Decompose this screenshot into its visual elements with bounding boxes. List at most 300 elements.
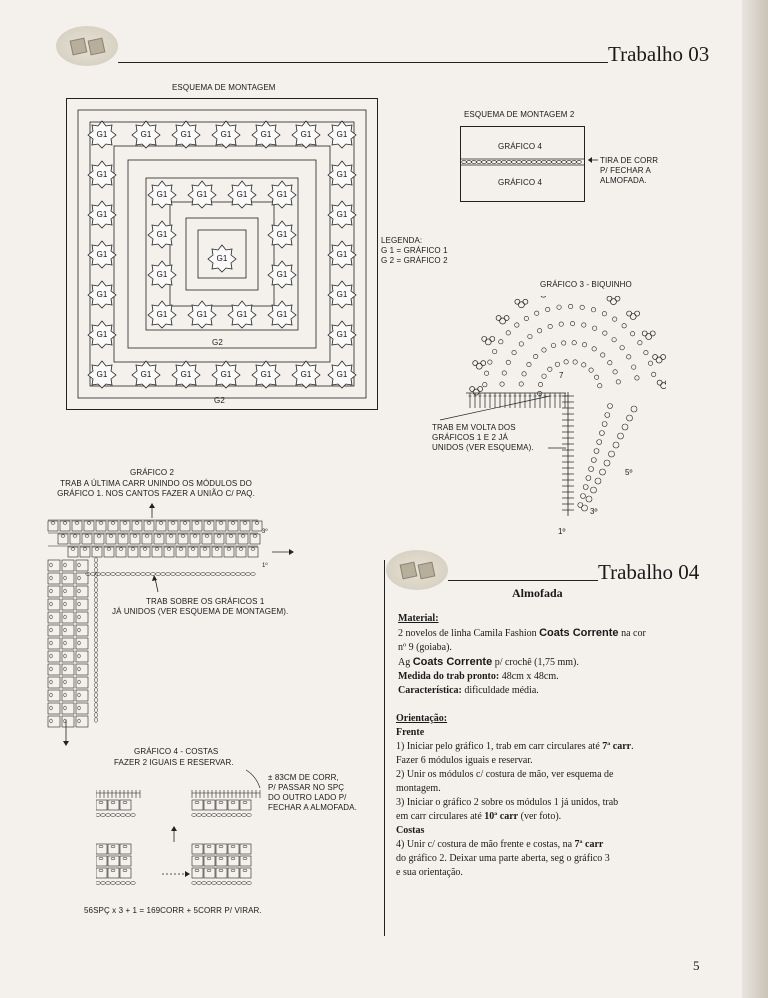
- chain-loop-icon: [542, 348, 546, 352]
- mesh-box-icon: [166, 534, 176, 544]
- chain-loop-icon: [484, 371, 488, 375]
- mesh-box-icon: [60, 521, 70, 531]
- orientacao-heading: Orientação:: [396, 713, 448, 724]
- chain-stitch-icon: [95, 648, 98, 652]
- mesh-box-icon: [228, 868, 239, 878]
- chain-loop-icon: [612, 338, 616, 342]
- g1-label: G1: [336, 210, 348, 219]
- chain-loop-icon: [522, 372, 526, 376]
- mesh-box-icon: [216, 868, 227, 878]
- chain-stitch-icon: [205, 535, 209, 538]
- chain-stitch-icon: [217, 814, 221, 817]
- chain-stitch-icon: [255, 522, 259, 525]
- material-text: p/ crochê (1,75 mm).: [492, 657, 579, 668]
- chain-stitch-icon: [95, 563, 98, 567]
- chain-stitch-icon: [101, 814, 105, 817]
- chain-stitch-icon: [119, 548, 123, 551]
- mesh-box-icon: [120, 856, 131, 866]
- chain-stitch-icon: [131, 814, 135, 817]
- picot-icon: [481, 361, 486, 366]
- chain-stitch-icon: [181, 573, 185, 576]
- chain-stitch-icon: [241, 535, 245, 538]
- chain-stitch-icon: [95, 583, 98, 587]
- chain-loop-icon: [613, 370, 617, 374]
- chain-loop-icon: [506, 360, 510, 364]
- chain-stitch-icon: [64, 680, 67, 684]
- mesh-box-icon: [240, 868, 251, 878]
- chain-stitch-icon: [203, 548, 207, 551]
- chain-stitch-icon: [73, 535, 77, 538]
- chain-stitch-icon: [207, 522, 211, 525]
- chain-loop-icon: [548, 367, 552, 371]
- esquema2-bottom-label: GRÁFICO 4: [498, 178, 543, 187]
- chain-stitch-icon: [78, 654, 81, 658]
- mesh-box-icon: [180, 521, 190, 531]
- mesh-box-icon: [108, 868, 119, 878]
- chain-stitch-icon: [111, 522, 115, 525]
- chain-stitch-icon: [151, 573, 155, 576]
- chain-stitch-icon: [123, 869, 127, 872]
- chain-stitch-icon: [78, 641, 81, 645]
- esquema1-title: ESQUEMA DE MONTAGEM: [172, 83, 276, 92]
- mesh-box-icon: [200, 547, 210, 557]
- picot-icon: [604, 460, 610, 466]
- g1-label: G1: [96, 170, 108, 179]
- mesh-box-icon: [228, 844, 239, 854]
- page-number: 5: [693, 958, 700, 973]
- chain-stitch-icon: [78, 693, 81, 697]
- mesh-box-icon: [190, 534, 200, 544]
- chain-stitch-icon: [50, 693, 53, 697]
- chain-loop-icon: [548, 324, 552, 328]
- chain-loop-icon: [638, 341, 642, 345]
- step-2b: montagem.: [396, 783, 441, 794]
- chain-loop-icon: [608, 361, 612, 365]
- chain-stitch-icon: [50, 719, 53, 723]
- chain-loop-icon: [551, 343, 555, 347]
- chain-stitch-icon: [207, 801, 211, 804]
- mesh-box-icon: [92, 547, 102, 557]
- orientacao-section: [396, 712, 708, 880]
- mesh-box-icon: [192, 856, 203, 866]
- picot-icon: [653, 354, 658, 359]
- g1-label: G1: [180, 130, 192, 139]
- picot-icon: [610, 299, 616, 305]
- chain-stitch-icon: [202, 814, 206, 817]
- chain-stitch-icon: [231, 869, 235, 872]
- chain-stitch-icon: [111, 573, 115, 576]
- picot-icon: [476, 363, 482, 369]
- chain-stitch-icon: [242, 882, 246, 885]
- picot-icon: [470, 387, 475, 392]
- chain-stitch-icon: [101, 573, 105, 576]
- picot-icon: [600, 469, 606, 475]
- grafico2-diagram: [40, 502, 320, 752]
- chain-stitch-icon: [253, 535, 257, 538]
- chain-loop-icon: [597, 440, 602, 445]
- chain-loop-icon: [592, 347, 596, 351]
- step-4b: do gráfico 2. Deixar uma parte aberta, seg o gráfico 3: [396, 853, 610, 864]
- chain-stitch-icon: [191, 548, 195, 551]
- picot-icon: [607, 296, 612, 301]
- chain-stitch-icon: [572, 160, 577, 163]
- picot-icon: [540, 296, 546, 297]
- chain-stitch-icon: [217, 535, 221, 538]
- mesh-box-icon: [226, 534, 236, 544]
- mesh-box-icon: [248, 547, 258, 557]
- mesh-box-icon: [82, 534, 92, 544]
- mesh-box-icon: [178, 534, 188, 544]
- mesh-box-icon: [192, 844, 203, 854]
- chain-stitch-icon: [95, 633, 98, 637]
- mesh-box-icon: [104, 547, 114, 557]
- chain-stitch-icon: [126, 573, 130, 576]
- chain-loop-icon: [524, 316, 528, 320]
- chain-stitch-icon: [95, 668, 98, 672]
- chain-stitch-icon: [247, 814, 251, 817]
- chain-loop-icon: [528, 334, 532, 338]
- mesh-box-icon: [204, 844, 215, 854]
- chain-loop-icon: [581, 494, 586, 499]
- chain-loop-icon: [573, 360, 577, 364]
- g1-label: G1: [276, 230, 288, 239]
- chain-stitch-icon: [95, 658, 98, 662]
- chain-stitch-icon: [106, 882, 110, 885]
- chain-stitch-icon: [562, 160, 567, 163]
- chain-stitch-icon: [159, 522, 163, 525]
- chain-stitch-icon: [243, 869, 247, 872]
- chain-stitch-icon: [237, 814, 241, 817]
- chain-stitch-icon: [95, 603, 98, 607]
- chain-stitch-icon: [226, 573, 230, 576]
- g1-label: G1: [236, 190, 248, 199]
- esquema2-top-label: GRÁFICO 4: [498, 142, 543, 151]
- chain-loop-icon: [572, 341, 576, 345]
- chain-stitch-icon: [50, 615, 53, 619]
- mesh-box-icon: [202, 534, 212, 544]
- chain-loop-icon: [605, 413, 610, 418]
- grafico4-note: [268, 773, 357, 813]
- chain-stitch-icon: [95, 708, 98, 712]
- grafico3-note-line: UNIDOS (VER ESQUEMA).: [432, 443, 534, 452]
- g1-label: G1: [196, 190, 208, 199]
- chain-loop-icon: [591, 308, 595, 312]
- chain-loop-icon: [608, 404, 613, 409]
- chain-stitch-icon: [512, 160, 517, 163]
- medida-line: [398, 670, 708, 684]
- mesh-box-icon: [96, 856, 107, 866]
- chain-stitch-icon: [64, 589, 67, 593]
- chain-stitch-icon: [232, 814, 236, 817]
- mesh-box-icon: [250, 534, 260, 544]
- g1-label: G1: [300, 130, 312, 139]
- chain-stitch-icon: [95, 663, 98, 667]
- chain-loop-icon: [492, 349, 496, 353]
- chain-stitch-icon: [64, 667, 67, 671]
- mesh-box-icon: [72, 521, 82, 531]
- picot-icon: [631, 406, 637, 412]
- chain-stitch-icon: [192, 814, 196, 817]
- chain-loop-icon: [488, 360, 492, 364]
- g1-label: G1: [180, 370, 192, 379]
- grafico3-pointer: [430, 392, 570, 452]
- material-text: Ag: [398, 657, 413, 668]
- chain-loop-icon: [630, 332, 634, 336]
- picot-icon: [613, 442, 619, 448]
- column-divider: [384, 560, 385, 936]
- chain-loop-icon: [535, 311, 539, 315]
- chain-loop-icon: [515, 323, 519, 327]
- material-line-3: [398, 655, 708, 670]
- header-rule: [448, 580, 598, 581]
- mesh-box-icon: [116, 547, 126, 557]
- mesh-box-icon: [192, 868, 203, 878]
- picot-icon: [595, 478, 601, 484]
- chain-stitch-icon: [207, 857, 211, 860]
- mesh-box-icon: [216, 856, 227, 866]
- mesh-box-icon: [240, 521, 250, 531]
- g1-label: G1: [276, 310, 288, 319]
- g1-label: G1: [96, 250, 108, 259]
- mesh-box-icon: [108, 844, 119, 854]
- frente-heading: Frente: [396, 727, 425, 738]
- chain-stitch-icon: [78, 589, 81, 593]
- mesh-box-icon: [68, 547, 78, 557]
- picot-icon: [473, 361, 478, 366]
- chain-stitch-icon: [121, 535, 125, 538]
- chain-stitch-icon: [121, 882, 125, 885]
- g1-label: G1: [336, 250, 348, 259]
- picot-icon: [622, 424, 628, 430]
- chain-loop-icon: [580, 305, 584, 309]
- chain-stitch-icon: [75, 522, 79, 525]
- chain-stitch-icon: [195, 857, 199, 860]
- picot-icon: [515, 299, 520, 304]
- picot-icon: [615, 296, 620, 301]
- chain-stitch-icon: [222, 814, 226, 817]
- chain-stitch-icon: [50, 667, 53, 671]
- chain-stitch-icon: [211, 573, 215, 576]
- esquema2-note-line: ALMOFADA.: [600, 176, 647, 185]
- chain-stitch-icon: [201, 573, 205, 576]
- chain-loop-icon: [589, 467, 594, 472]
- chain-stitch-icon: [50, 641, 53, 645]
- chain-stitch-icon: [111, 801, 115, 804]
- chain-stitch-icon: [143, 548, 147, 551]
- chain-stitch-icon: [195, 869, 199, 872]
- grafico4-note-line: FECHAR A ALMOFADA.: [268, 803, 357, 812]
- chain-stitch-icon: [246, 573, 250, 576]
- chain-stitch-icon: [64, 615, 67, 619]
- mesh-box-icon: [84, 521, 94, 531]
- mesh-box-icon: [176, 547, 186, 557]
- g1-label: G1: [96, 130, 108, 139]
- chain-stitch-icon: [109, 535, 113, 538]
- chain-stitch-icon: [99, 857, 103, 860]
- mesh-box-icon: [240, 856, 251, 866]
- picot-icon: [496, 316, 501, 321]
- chain-stitch-icon: [171, 522, 175, 525]
- chain-stitch-icon: [111, 814, 115, 817]
- mesh-box-icon: [120, 800, 131, 810]
- chain-stitch-icon: [502, 160, 507, 163]
- g1-label: G1: [300, 370, 312, 379]
- chain-loop-icon: [542, 374, 546, 378]
- g1-label: G1: [336, 130, 348, 139]
- chain-stitch-icon: [242, 814, 246, 817]
- chain-stitch-icon: [192, 882, 196, 885]
- chain-stitch-icon: [95, 688, 98, 692]
- mesh-box-icon: [48, 521, 58, 531]
- chain-stitch-icon: [206, 573, 210, 576]
- chain-loop-icon: [620, 346, 624, 350]
- chain-stitch-icon: [111, 857, 115, 860]
- chain-loop-icon: [583, 485, 588, 490]
- chain-stitch-icon: [95, 713, 98, 717]
- chain-stitch-icon: [106, 573, 110, 576]
- grafico3-note-line: TRAB EM VOLTA DOS: [432, 423, 516, 432]
- mesh-box-icon: [70, 534, 80, 544]
- chain-stitch-icon: [195, 801, 199, 804]
- picot-icon: [627, 415, 633, 421]
- chain-stitch-icon: [477, 160, 482, 163]
- chain-stitch-icon: [215, 548, 219, 551]
- g1-label: G1: [96, 210, 108, 219]
- chain-stitch-icon: [537, 160, 542, 163]
- mesh-box-icon: [120, 844, 131, 854]
- esquema1-diagram: [66, 98, 378, 410]
- chain-stitch-icon: [78, 602, 81, 606]
- medida-label: Medida do trab pronto:: [398, 671, 500, 682]
- chain-stitch-icon: [243, 801, 247, 804]
- g1-label: G1: [260, 370, 272, 379]
- grafico2-note-line: GRÁFICO 1. NOS CANTOS FAZER A UNIÃO C/ PAQ.: [57, 489, 255, 498]
- mesh-box-icon: [152, 547, 162, 557]
- chain-stitch-icon: [227, 548, 231, 551]
- chain-stitch-icon: [195, 522, 199, 525]
- chain-stitch-icon: [171, 573, 175, 576]
- mesh-box-icon: [120, 521, 130, 531]
- esquema2-note-line: P/ FECHAR A: [600, 166, 651, 175]
- chain-loop-icon: [648, 361, 652, 365]
- chain-stitch-icon: [99, 845, 103, 848]
- chain-loop-icon: [594, 449, 599, 454]
- chain-stitch-icon: [467, 160, 472, 163]
- chain-stitch-icon: [542, 160, 547, 163]
- g1-label: G1: [276, 270, 288, 279]
- chain-loop-icon: [499, 340, 503, 344]
- chain-stitch-icon: [219, 522, 223, 525]
- chain-stitch-icon: [64, 628, 67, 632]
- chain-loop-icon: [616, 380, 620, 384]
- chain-stitch-icon: [64, 693, 67, 697]
- mesh-box-icon: [164, 547, 174, 557]
- mesh-box-icon: [204, 521, 214, 531]
- chain-loop-icon: [568, 304, 572, 308]
- chain-stitch-icon: [101, 882, 105, 885]
- chain-loop-icon: [555, 362, 559, 366]
- chain-loop-icon: [602, 312, 606, 316]
- grafico3-row3: 3º: [590, 507, 598, 516]
- mesh-box-icon: [96, 868, 107, 878]
- chain-loop-icon: [582, 343, 586, 347]
- chain-stitch-icon: [197, 882, 201, 885]
- chain-stitch-icon: [95, 673, 98, 677]
- chain-stitch-icon: [50, 563, 53, 567]
- chain-stitch-icon: [231, 522, 235, 525]
- mesh-box-icon: [96, 800, 107, 810]
- chain-loop-icon: [538, 382, 542, 386]
- chain-stitch-icon: [221, 573, 225, 576]
- mesh-box-icon: [108, 800, 119, 810]
- chain-stitch-icon: [50, 706, 53, 710]
- mesh-box-icon: [130, 534, 140, 544]
- chain-stitch-icon: [227, 814, 231, 817]
- chain-stitch-icon: [116, 814, 120, 817]
- picot-icon: [650, 331, 655, 336]
- chain-stitch-icon: [85, 535, 89, 538]
- chain-stitch-icon: [219, 857, 223, 860]
- chain-stitch-icon: [141, 573, 145, 576]
- g1-label: G1: [276, 190, 288, 199]
- picot-icon: [591, 487, 597, 493]
- chain-stitch-icon: [78, 628, 81, 632]
- chain-stitch-icon: [64, 576, 67, 580]
- picot-icon: [485, 339, 491, 345]
- chain-loop-icon: [631, 365, 635, 369]
- picot-icon: [642, 331, 647, 336]
- chain-stitch-icon: [123, 801, 127, 804]
- g1-label: G1: [140, 130, 152, 139]
- chain-stitch-icon: [577, 160, 582, 163]
- chain-stitch-icon: [243, 857, 247, 860]
- chain-stitch-icon: [146, 573, 150, 576]
- chain-stitch-icon: [95, 613, 98, 617]
- picot-icon: [523, 299, 528, 304]
- mesh-box-icon: [128, 547, 138, 557]
- chain-stitch-icon: [522, 160, 527, 163]
- chain-stitch-icon: [472, 160, 477, 163]
- chain-stitch-icon: [78, 719, 81, 723]
- mesh-box-icon: [204, 800, 215, 810]
- mesh-box-icon: [94, 534, 104, 544]
- chain-stitch-icon: [95, 683, 98, 687]
- grafico4-title: GRÁFICO 4 - COSTAS: [134, 747, 219, 756]
- grafico4-note-line: P/ PASSAR NO SPÇ: [268, 783, 345, 792]
- chain-stitch-icon: [64, 563, 67, 567]
- chain-loop-icon: [589, 368, 593, 372]
- chain-stitch-icon: [95, 623, 98, 627]
- chain-stitch-icon: [78, 680, 81, 684]
- mesh-box-icon: [96, 521, 106, 531]
- chain-stitch-icon: [197, 814, 201, 817]
- chain-stitch-icon: [251, 573, 255, 576]
- picot-icon: [490, 336, 495, 341]
- picot-icon: [586, 496, 592, 502]
- material-text: 2 novelos de linha Camila Fashion: [398, 628, 540, 639]
- g1-label: G1: [156, 310, 168, 319]
- chain-loop-icon: [598, 384, 602, 388]
- chain-stitch-icon: [212, 814, 216, 817]
- chain-stitch-icon: [126, 814, 130, 817]
- picot-icon: [656, 357, 662, 363]
- chain-stitch-icon: [207, 845, 211, 848]
- chain-stitch-icon: [64, 641, 67, 645]
- chain-stitch-icon: [147, 522, 151, 525]
- mesh-box-icon: [236, 547, 246, 557]
- chain-stitch-icon: [135, 522, 139, 525]
- chain-stitch-icon: [216, 573, 220, 576]
